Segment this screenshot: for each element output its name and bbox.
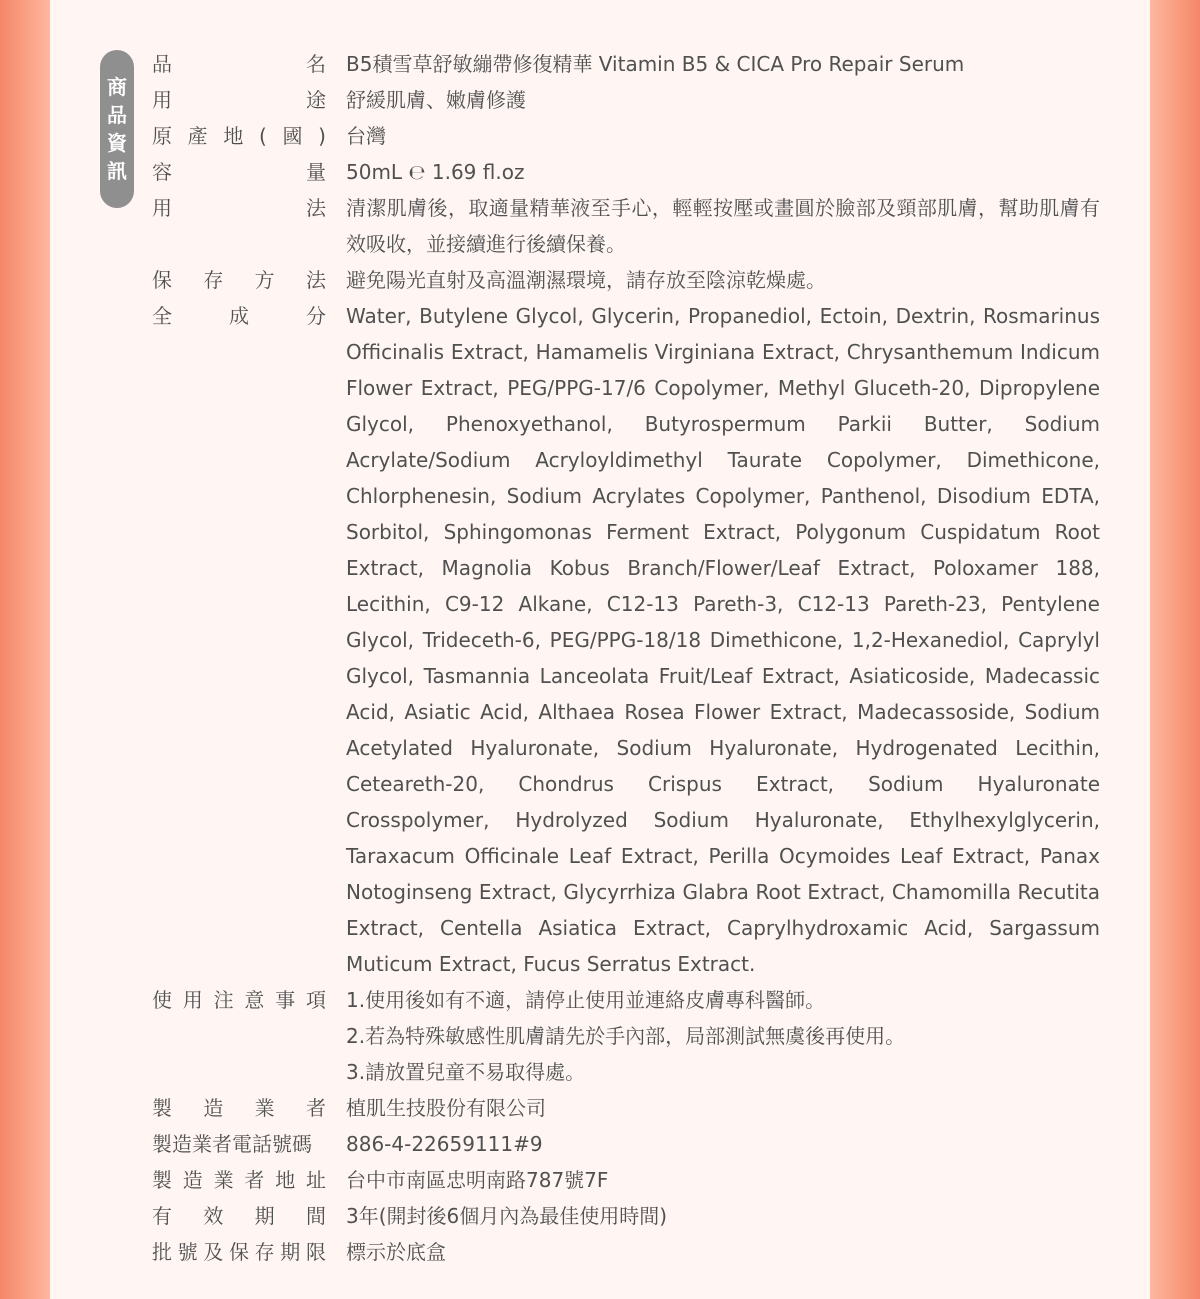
side-tab-char: 資 <box>107 131 127 155</box>
row-storage <box>152 262 1102 298</box>
label-manufacturer-address: 製 造 業 者 地 址 <box>152 1168 326 1192</box>
value-purpose: 舒緩肌膚、嫩膚修護 <box>346 88 526 112</box>
value-batch-and-expiry: 標示於底盒 <box>346 1240 446 1264</box>
label-origin: 原 產 地 ( 國 ) <box>152 124 326 148</box>
label-precautions: 使 用 注 意 事 項 <box>152 988 326 1012</box>
label-volume: 容 量 <box>152 160 326 184</box>
label-purpose: 用 途 <box>152 88 326 112</box>
row-product-name <box>152 46 1102 82</box>
side-tab-char: 訊 <box>107 159 127 183</box>
value-usage: 清潔肌膚後，取適量精華液至手心，輕輕按壓或畫圓於臉部及頸部肌膚，幫助肌膚有效吸收，並接續進行後續保養。 <box>346 196 1100 256</box>
product-info-tab <box>100 50 134 208</box>
label-manufacturer: 製 造 業 者 <box>152 1096 326 1120</box>
value-shelf-life: 3年(開封後6個月內為最佳使用時間) <box>346 1204 668 1228</box>
value-storage: 避免陽光直射及高溫潮濕環境，請存放至陰涼乾燥處。 <box>346 268 826 292</box>
label-shelf-life: 有 效 期 間 <box>152 1204 326 1228</box>
label-manufacturer-phone: 製造業者電話號碼 <box>152 1132 312 1156</box>
precaution-item: 1.使用後如有不適，請停止使用並連絡皮膚專科醫師。 <box>346 988 826 1012</box>
row-manufacturer-address <box>152 1162 1102 1198</box>
row-origin <box>152 118 1102 154</box>
value-origin: 台灣 <box>346 124 386 148</box>
product-info-table <box>152 46 1102 1270</box>
precaution-item: 2.若為特殊敏感性肌膚請先於手內部，局部測試無虞後再使用。 <box>346 1024 906 1048</box>
value-product-name: B5積雪草舒敏繃帶修復精華 Vitamin B5 & CICA Pro Repair Serum <box>346 52 965 76</box>
label-batch-and-expiry: 批 號 及 保 存 期 限 <box>152 1240 326 1264</box>
value-ingredients: Water, Butylene Glycol, Glycerin, Propanediol, Ectoin, Dextrin, Rosmarinus Officinalis Extract, Hamamelis Virginiana Extract, Chrysanthemum Indicum Flower Extract, PEG/PPG-17/6 Copolymer, Methyl Gluceth-20, Dipropylene Glycol, Phenoxyethanol, Butyrospermum Parkii Butter, Sodium Acrylate/Sodium Acryloyldimethyl Taurate Copolymer, Dimethicone, Chlorphenesin, Sodium Acrylates Copolymer, Panthenol, Disodium EDTA, Sorbitol, Sphingomonas Ferment Extract, Polygonum Cuspidatum Root Extract, Magnolia Kobus Branch/Flower/Leaf Extract, Poloxamer 188, Lecithin, C9-12 Alkane, C12-13 Pareth-3, C12-13 Pareth-23, Pentylene Glycol, Trideceth-6, PEG/PPG-18/18 Dimethicone, 1,2-Hexanediol, Caprylyl Glycol, Tasmannia Lanceolata Fruit/Leaf Extract, Asiaticoside, Madecassic Acid, Asiatic Acid, Althaea Rosea Flower Extract, Madecassoside, Sodium Acetylated Hyaluronate, Sodium Hyaluronate, Hydrogenated Lecithin, Ceteareth-20, Chondrus Crispus Extract, Sodium Hyaluronate Crosspolymer, Hydrolyzed Sodium Hyaluronate, Ethylhexylglycerin, Taraxacum Officinale Leaf Extract, Perilla Ocymoides Leaf Extract, Panax Notoginseng Extract, Glycyrrhiza Glabra Root Extract, Chamomilla Recutita Extract, Centella Asiatica Extract, Caprylhydroxamic Acid, Sargassum Muticum Extract, Fucus Serratus Extract. <box>346 304 1100 976</box>
value-manufacturer-phone: 886-4-22659111#9 <box>346 1132 543 1156</box>
label-ingredients: 全 成 分 <box>152 304 326 328</box>
side-tab-char: 品 <box>107 103 127 127</box>
row-batch-and-expiry <box>152 1234 1102 1270</box>
row-precautions <box>152 982 1102 1090</box>
value-manufacturer: 植肌生技股份有限公司 <box>346 1096 546 1120</box>
precaution-item: 3.請放置兒童不易取得處。 <box>346 1060 586 1084</box>
row-purpose <box>152 82 1102 118</box>
row-manufacturer-phone <box>152 1126 1102 1162</box>
side-tab-char: 商 <box>107 75 127 99</box>
value-volume: 50mL ℮ 1.69 fl.oz <box>346 160 525 184</box>
value-precautions <box>346 982 1100 1090</box>
row-volume <box>152 154 1102 190</box>
label-product-name: 品 名 <box>152 52 326 76</box>
row-usage <box>152 190 1102 262</box>
value-manufacturer-address: 台中市南區忠明南路787號7F <box>346 1168 609 1192</box>
row-ingredients <box>152 298 1102 982</box>
label-storage: 保 存 方 法 <box>152 268 326 292</box>
row-manufacturer <box>152 1090 1102 1126</box>
label-usage: 用 法 <box>152 196 326 220</box>
row-shelf-life <box>152 1198 1102 1234</box>
